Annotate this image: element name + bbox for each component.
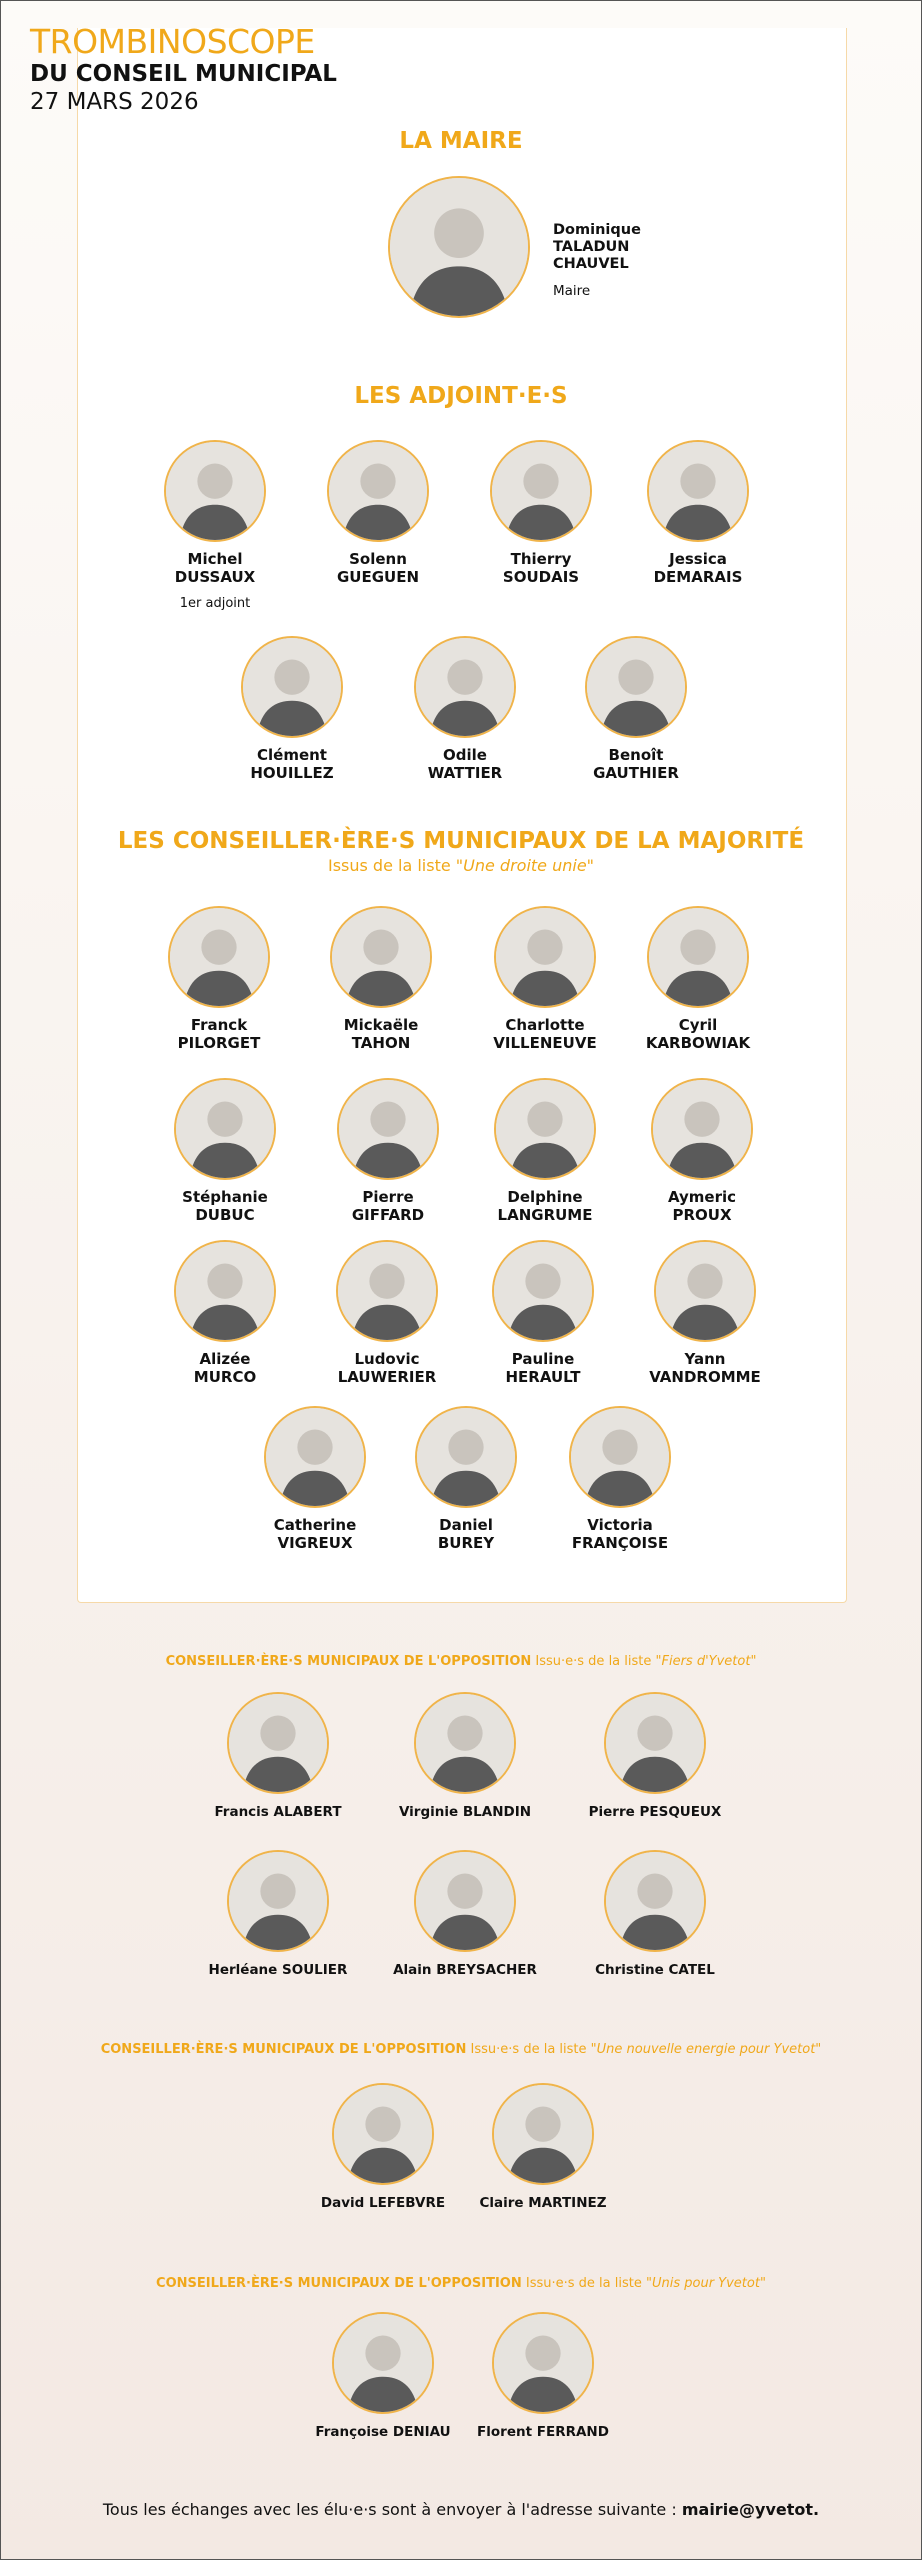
person-card-dubuc — [140, 1078, 310, 1224]
person-full-name: Françoise DENIAU — [315, 2424, 451, 2440]
person-photo — [490, 440, 592, 542]
person-silhouette-icon — [496, 908, 594, 1006]
person-photo — [174, 1078, 276, 1180]
person-silhouette-icon — [332, 908, 430, 1006]
person-first-name: Mickaële — [343, 1016, 419, 1034]
person-silhouette-icon — [649, 908, 747, 1006]
person-first-name: Ludovic — [354, 1350, 420, 1368]
person-photo — [647, 906, 749, 1008]
person-photo — [332, 2083, 434, 2185]
person-photo — [264, 1406, 366, 1508]
mayor-photo — [388, 176, 530, 318]
person-photo — [414, 1692, 516, 1794]
majority-subtitle-list: "Une droite unie" — [455, 856, 595, 875]
person-first-name: Catherine — [273, 1516, 357, 1534]
person-full-name: Francis ALABERT — [214, 1804, 342, 1820]
person-photo — [227, 1850, 329, 1952]
person-last-name: VILLENEUVE — [493, 1034, 597, 1052]
opposition-person-herleane-soulier — [193, 1850, 363, 1978]
person-card-soudais — [456, 440, 626, 586]
person-silhouette-icon — [229, 1852, 327, 1950]
person-first-name: Franck — [190, 1016, 248, 1034]
person-silhouette-icon — [176, 1242, 274, 1340]
person-silhouette-icon — [334, 2085, 432, 2183]
person-photo — [414, 636, 516, 738]
person-card-wattier — [380, 636, 550, 782]
person-last-name: HERAULT — [505, 1368, 581, 1386]
person-card-gauthier — [551, 636, 721, 782]
person-first-name: Charlotte — [505, 1016, 585, 1034]
person-card-tahon — [296, 906, 466, 1052]
person-silhouette-icon — [606, 1694, 704, 1792]
person-photo — [585, 636, 687, 738]
opposition-person-claire-martinez — [458, 2083, 628, 2211]
deputies-section-title: LES ADJOINT·E·S — [354, 383, 568, 409]
person-card-dussaux — [130, 440, 300, 611]
person-last-name: BUREY — [437, 1534, 495, 1552]
person-photo — [604, 1850, 706, 1952]
page-header — [30, 24, 337, 116]
header-title: TROMBINOSCOPE — [30, 22, 315, 61]
opposition-group-title — [0, 2276, 922, 2291]
person-photo — [164, 440, 266, 542]
person-last-name: VANDROMME — [649, 1368, 761, 1386]
opposition-person-virginie-blandin — [380, 1692, 550, 1820]
person-card-vigreux — [230, 1406, 400, 1552]
person-photo — [227, 1692, 329, 1794]
person-full-name: Virginie BLANDIN — [398, 1804, 532, 1820]
person-card-gueguen — [293, 440, 463, 586]
person-photo — [492, 1240, 594, 1342]
person-silhouette-icon — [496, 1080, 594, 1178]
person-first-name: Stéphanie — [182, 1188, 268, 1206]
person-last-name: LAUWERIER — [337, 1368, 437, 1386]
person-silhouette-icon — [417, 1408, 515, 1506]
person-last-name: PILORGET — [177, 1034, 261, 1052]
person-last-name: HOUILLEZ — [250, 764, 334, 782]
person-card-villeneuve — [460, 906, 630, 1052]
person-photo — [494, 1078, 596, 1180]
person-silhouette-icon — [653, 1080, 751, 1178]
person-card-langrume — [460, 1078, 630, 1224]
person-silhouette-icon — [656, 1242, 754, 1340]
person-card-lauwerier — [302, 1240, 472, 1386]
majority-section-subtitle — [0, 856, 922, 875]
opposition-person-francoise-deniau — [298, 2312, 468, 2440]
person-first-name: Victoria — [587, 1516, 653, 1534]
person-full-name: Herléane SOULIER — [208, 1962, 348, 1978]
person-card-giffard — [303, 1078, 473, 1224]
person-silhouette-icon — [243, 638, 341, 736]
person-photo — [337, 1078, 439, 1180]
person-last-name: KARBOWIAK — [645, 1034, 751, 1052]
person-role: 1er adjoint — [179, 596, 251, 611]
person-first-name: Michel — [187, 550, 243, 568]
opposition-title-text: CONSEILLER·ÈRE·S MUNICIPAUX DE L'OPPOSITION — [100, 2042, 467, 2057]
opposition-person-florent-ferrand — [458, 2312, 628, 2440]
person-photo — [241, 636, 343, 738]
person-last-name: WATTIER — [427, 764, 503, 782]
person-card-houillez — [207, 636, 377, 782]
mayor-photo-wrap — [388, 176, 530, 318]
opposition-group-title — [0, 1654, 922, 1669]
person-silhouette-icon — [416, 638, 514, 736]
person-photo — [647, 440, 749, 542]
person-full-name: Christine CATEL — [595, 1962, 715, 1978]
footer-email[interactable]: mairie@yvetot. — [681, 2500, 820, 2519]
person-photo — [415, 1406, 517, 1508]
person-silhouette-icon — [649, 442, 747, 540]
person-photo — [651, 1078, 753, 1180]
opposition-list-name: "Fiers d'Yvetot" — [655, 1654, 757, 1669]
person-last-name: GUEGUEN — [336, 568, 420, 586]
person-last-name: DUBUC — [195, 1206, 255, 1224]
person-card-murco — [140, 1240, 310, 1386]
person-photo — [492, 2083, 594, 2185]
opposition-list-name: "Une nouvelle energie pour Yvetot" — [590, 2042, 822, 2057]
person-last-name: VIGREUX — [277, 1534, 353, 1552]
person-photo — [494, 906, 596, 1008]
person-silhouette-icon — [229, 1694, 327, 1792]
header-subtitle: DU CONSEIL MUNICIPAL — [30, 61, 337, 87]
person-first-name: Thierry — [510, 550, 572, 568]
person-last-name: MURCO — [193, 1368, 257, 1386]
opposition-title-text: CONSEILLER·ÈRE·S MUNICIPAUX DE L'OPPOSITION — [165, 1654, 532, 1669]
person-silhouette-icon — [494, 1242, 592, 1340]
person-photo — [414, 1850, 516, 1952]
person-silhouette-icon — [176, 1080, 274, 1178]
person-first-name: Daniel — [439, 1516, 493, 1534]
person-silhouette-icon — [170, 908, 268, 1006]
person-photo — [654, 1240, 756, 1342]
header-date: 27 MARS 2026 — [30, 89, 199, 115]
person-last-name: SOUDAIS — [502, 568, 580, 586]
person-card-proux — [617, 1078, 787, 1224]
person-card-vandromme — [620, 1240, 790, 1386]
person-first-name: Clément — [257, 746, 327, 764]
person-last-name: GIFFARD — [351, 1206, 425, 1224]
person-silhouette-icon — [266, 1408, 364, 1506]
person-silhouette-icon — [166, 442, 264, 540]
mayor-section-title: LA MAIRE — [399, 128, 523, 154]
person-silhouette-icon — [329, 442, 427, 540]
person-first-name: Odile — [443, 746, 487, 764]
mayor-last-name-1: TALADUN — [553, 239, 630, 255]
majority-subtitle-prefix: Issus de la liste — [327, 856, 456, 875]
opposition-subtitle-prefix: Issu·e·s de la liste — [466, 2042, 591, 2057]
person-card-francoise — [535, 1406, 705, 1552]
person-photo — [332, 2312, 434, 2414]
person-card-pilorget — [134, 906, 304, 1052]
person-last-name: TAHON — [351, 1034, 411, 1052]
person-silhouette-icon — [494, 2314, 592, 2412]
opposition-group-title — [0, 2042, 922, 2057]
person-first-name: Solenn — [349, 550, 407, 568]
person-last-name: DUSSAUX — [174, 568, 256, 586]
person-silhouette-icon — [606, 1852, 704, 1950]
opposition-title-text: CONSEILLER·ÈRE·S MUNICIPAUX DE L'OPPOSITION — [156, 2276, 522, 2291]
person-last-name: GAUTHIER — [593, 764, 679, 782]
opposition-subtitle-prefix: Issu·e·s de la liste — [521, 2276, 646, 2291]
person-silhouette-icon — [587, 638, 685, 736]
mayor-caption — [553, 222, 641, 299]
person-photo — [492, 2312, 594, 2414]
person-first-name: Benoît — [608, 746, 664, 764]
person-photo — [327, 440, 429, 542]
footer-text: Tous les échanges avec les élu·e·s sont à envoyer à l'adresse suivante : — [102, 2500, 682, 2519]
opposition-person-christine-catel — [570, 1850, 740, 1978]
person-silhouette-icon — [416, 1694, 514, 1792]
person-photo — [336, 1240, 438, 1342]
person-full-name: Claire MARTINEZ — [479, 2195, 607, 2211]
person-silhouette-icon — [334, 2314, 432, 2412]
person-first-name: Cyril — [678, 1016, 718, 1034]
person-silhouette-icon — [338, 1242, 436, 1340]
person-photo — [569, 1406, 671, 1508]
mayor-last-name-2: CHAUVEL — [553, 256, 629, 272]
person-last-name: PROUX — [672, 1206, 732, 1224]
opposition-list-name: "Unis pour Yvetot" — [646, 2276, 766, 2291]
person-first-name: Delphine — [507, 1188, 583, 1206]
person-silhouette-icon — [492, 442, 590, 540]
person-card-herault — [458, 1240, 628, 1386]
opposition-person-david-lefebvre — [298, 2083, 468, 2211]
person-full-name: Pierre PESQUEUX — [588, 1804, 722, 1820]
person-silhouette-icon — [416, 1852, 514, 1950]
opposition-person-alain-breysacher — [380, 1850, 550, 1978]
person-silhouette-icon — [494, 2085, 592, 2183]
person-full-name: Alain BREYSACHER — [393, 1962, 537, 1978]
person-silhouette-icon — [571, 1408, 669, 1506]
person-photo — [604, 1692, 706, 1794]
person-photo — [168, 906, 270, 1008]
person-full-name: Florent FERRAND — [477, 2424, 609, 2440]
opposition-person-pierre-pesqueux — [570, 1692, 740, 1820]
person-first-name: Pierre — [362, 1188, 414, 1206]
opposition-subtitle-prefix: Issu·e·s de la liste — [531, 1654, 656, 1669]
person-card-burey — [381, 1406, 551, 1552]
person-last-name: DEMARAIS — [653, 568, 743, 586]
opposition-person-francis-alabert — [193, 1692, 363, 1820]
person-last-name: LANGRUME — [497, 1206, 593, 1224]
person-silhouette-icon — [390, 178, 528, 316]
person-card-karbowiak — [613, 906, 783, 1052]
person-first-name: Alizée — [199, 1350, 251, 1368]
person-photo — [174, 1240, 276, 1342]
person-first-name: Jessica — [669, 550, 727, 568]
person-first-name: Aymeric — [667, 1188, 737, 1206]
person-photo — [330, 906, 432, 1008]
footer — [0, 2500, 922, 2519]
majority-section-title: LES CONSEILLER·ÈRE·S MUNICIPAUX DE LA MAJORITÉ — [117, 828, 805, 854]
person-last-name: FRANÇOISE — [571, 1534, 669, 1552]
person-first-name: Yann — [684, 1350, 726, 1368]
person-full-name: David LEFEBVRE — [320, 2195, 446, 2211]
mayor-role: Maire — [553, 283, 591, 299]
person-first-name: Pauline — [511, 1350, 575, 1368]
person-card-demarais — [613, 440, 783, 586]
person-silhouette-icon — [339, 1080, 437, 1178]
mayor-first-name: Dominique — [553, 222, 641, 238]
